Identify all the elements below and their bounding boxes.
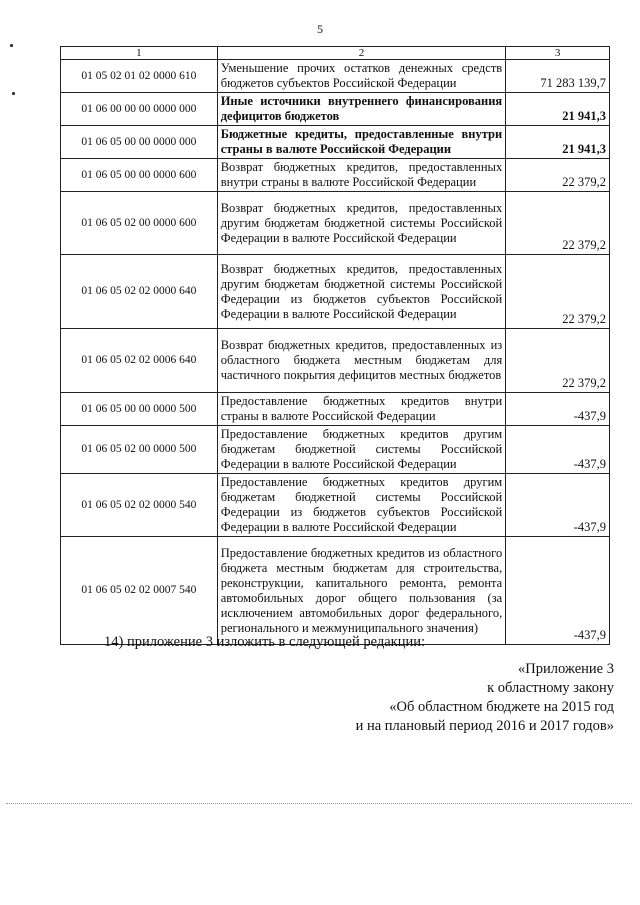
row-name: Возврат бюджетных кредитов, предоставленных другим бюджетам бюджетной системы Российской Федерации из бюджетов субъектов Российской Федерации в валюте Российской Федерации — [217, 255, 506, 329]
page-number: 5 — [317, 22, 323, 36]
row-amount: 22 379,2 — [506, 329, 610, 393]
row-amount: 71 283 139,7 — [506, 60, 610, 93]
row-code: 01 06 00 00 00 0000 000 — [61, 93, 218, 126]
row-amount: 22 379,2 — [506, 255, 610, 329]
row-name: Уменьшение прочих остатков денежных средств бюджетов субъектов Российской Федерации — [217, 60, 506, 93]
appendix-line-2: к областному закону — [487, 680, 614, 696]
row-amount: 21 941,3 — [506, 93, 610, 126]
row-name: Возврат бюджетных кредитов, предоставленных из областного бюджета местным бюджетам для частичного покрытия дефицитов местных бюджетов — [217, 329, 506, 393]
row-code: 01 06 05 02 02 0006 640 — [61, 329, 218, 393]
scan-artifact-dot — [10, 44, 13, 47]
table-row — [61, 393, 610, 426]
row-amount: -437,9 — [506, 537, 610, 645]
row-amount: 21 941,3 — [506, 126, 610, 159]
appendix-line-3: «Об областном бюджете на 2015 год — [389, 699, 614, 715]
row-code: 01 06 05 02 00 0000 600 — [61, 192, 218, 255]
row-amount: -437,9 — [506, 426, 610, 474]
budget-sources-table — [60, 46, 610, 645]
row-code: 01 06 05 00 00 0000 000 — [61, 126, 218, 159]
appendix-heading — [356, 660, 614, 736]
row-code: 01 06 05 02 02 0000 640 — [61, 255, 218, 329]
row-code: 01 06 05 02 02 0007 540 — [61, 537, 218, 645]
row-code: 01 06 05 02 00 0000 500 — [61, 426, 218, 474]
scan-artifact-dot — [12, 92, 15, 95]
header-col-3: 3 — [506, 47, 610, 60]
appendix-line-4: и на плановый период 2016 и 2017 годов» — [355, 718, 614, 734]
row-name: Предоставление бюджетных кредитов внутри страны в валюте Российской Федерации — [217, 393, 506, 426]
table-body — [61, 60, 610, 645]
table-header-row — [61, 47, 610, 60]
scan-artifact-line — [6, 803, 632, 804]
table-row — [61, 60, 610, 93]
table-row — [61, 474, 610, 537]
row-name: Бюджетные кредиты, предоставленные внутри страны в валюте Российской Федерации — [217, 126, 506, 159]
row-amount: -437,9 — [506, 474, 610, 537]
table-row — [61, 426, 610, 474]
table-row — [61, 159, 610, 192]
row-amount: 22 379,2 — [506, 159, 610, 192]
row-code: 01 06 05 00 00 0000 600 — [61, 159, 218, 192]
row-code: 01 06 05 00 00 0000 500 — [61, 393, 218, 426]
row-code: 01 05 02 01 02 0000 610 — [61, 60, 218, 93]
table-row — [61, 93, 610, 126]
row-name: Возврат бюджетных кредитов, предоставленных другим бюджетам бюджетной системы Российской Федерации в валюте Российской Федерации — [217, 192, 506, 255]
appendix-line-1: «Приложение 3 — [518, 661, 614, 677]
table-row — [61, 126, 610, 159]
row-name: Предоставление бюджетных кредитов из областного бюджета местным бюджетам для строительства, реконструкции, капитального ремонта, ремонта автомобильных дорог общего пользования (за исключением автомобильных дорог федерального, регионального и межмуниципального значения) — [217, 537, 506, 645]
row-name: Предоставление бюджетных кредитов другим бюджетам бюджетной системы Российской Федерации из бюджетов субъектов Российской Федерации в валюте Российской Федерации — [217, 474, 506, 537]
table-row — [61, 329, 610, 393]
header-col-2: 2 — [217, 47, 506, 60]
row-amount: -437,9 — [506, 393, 610, 426]
row-amount: 22 379,2 — [506, 192, 610, 255]
row-name: Иные источники внутреннего финансирования дефицитов бюджетов — [217, 93, 506, 126]
table-row — [61, 255, 610, 329]
header-col-1: 1 — [61, 47, 218, 60]
row-name: Предоставление бюджетных кредитов другим бюджетам бюджетной системы Российской Федерации в валюте Российской Федерации — [217, 426, 506, 474]
row-code: 01 06 05 02 02 0000 540 — [61, 474, 218, 537]
table-row — [61, 537, 610, 645]
table-row — [61, 192, 610, 255]
amendment-paragraph: 14) приложение 3 изложить в следующей редакции: — [104, 634, 426, 650]
row-name: Возврат бюджетных кредитов, предоставленных внутри страны в валюте Российской Федерации — [217, 159, 506, 192]
